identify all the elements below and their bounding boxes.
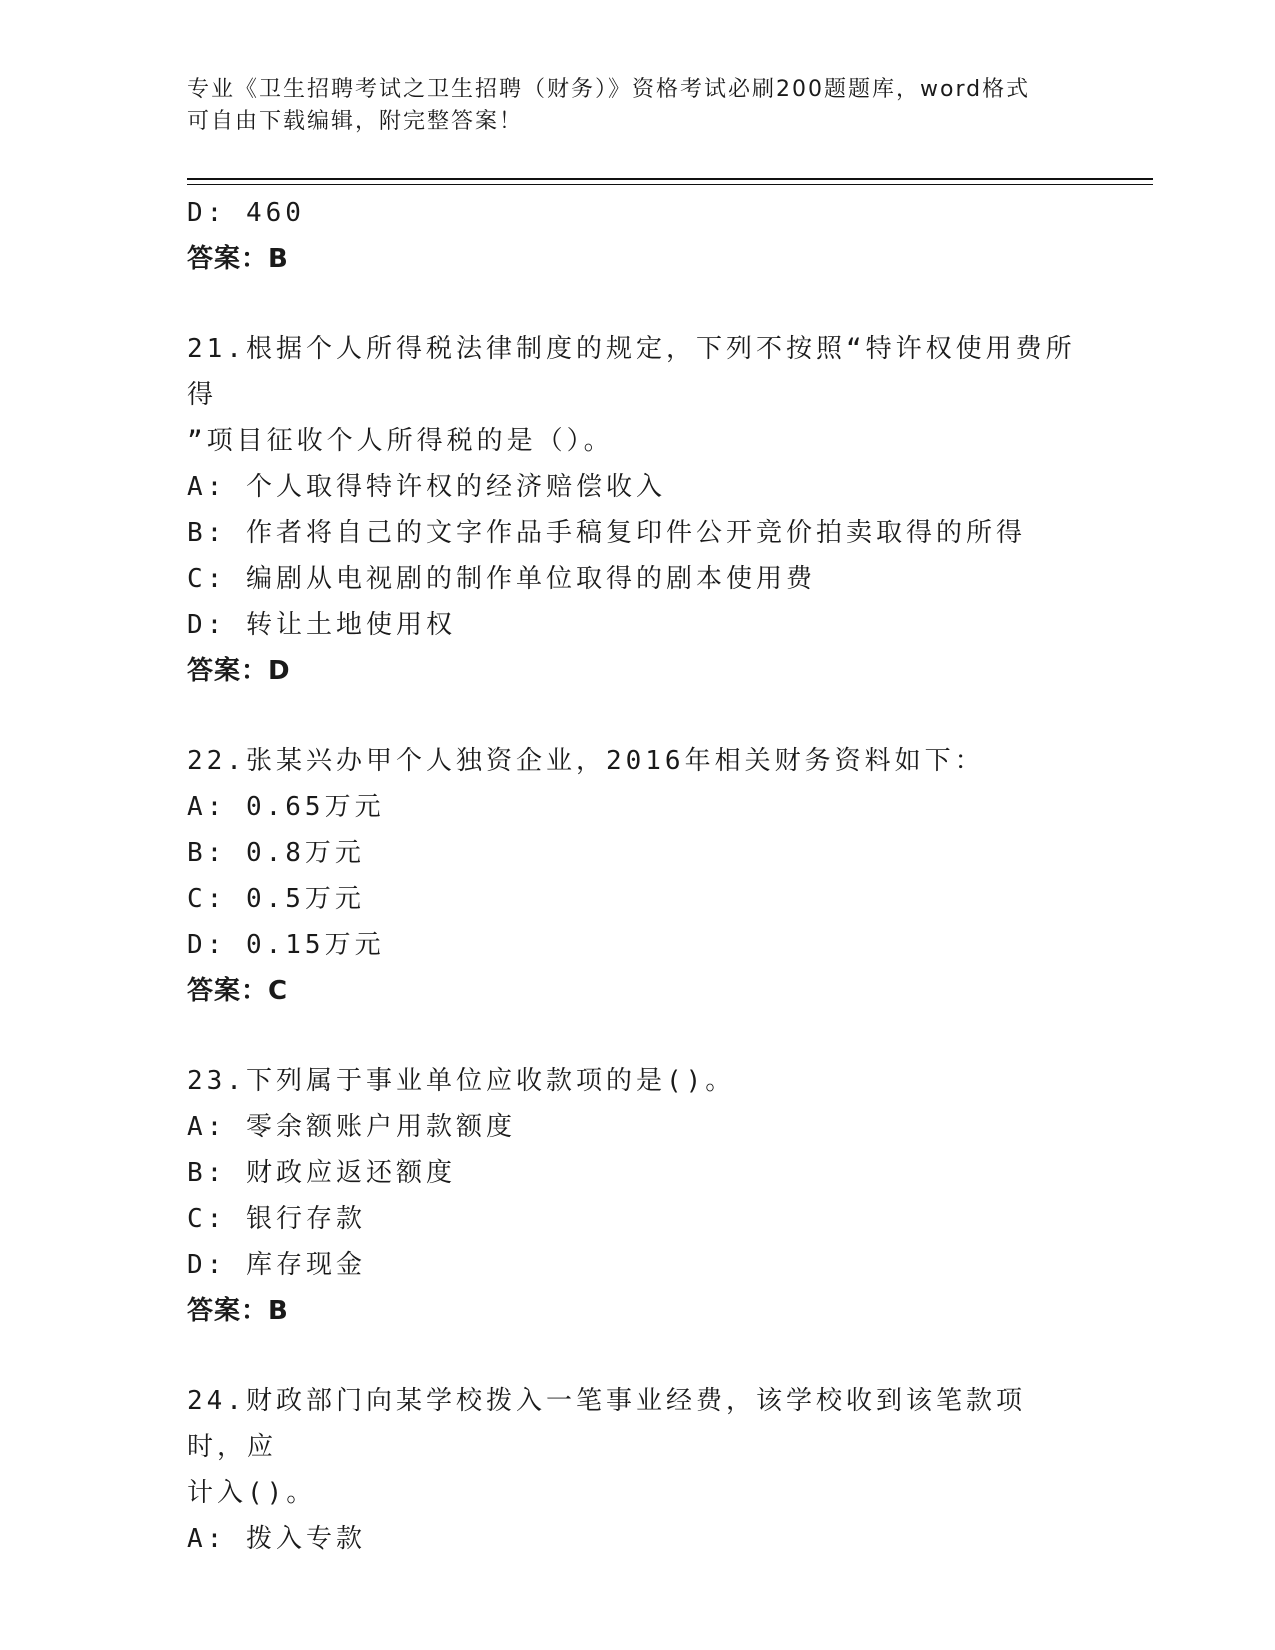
option-b: B: 财政应返还额度 xyxy=(187,1158,456,1188)
question-title-line-1: 24.财政部门向某学校拨入一笔事业经费，该学校收到该笔款项时，应 xyxy=(187,1386,1026,1462)
option-c: C: 编剧从电视剧的制作单位取得的剧本使用费 xyxy=(187,564,816,594)
option-c: C: 银行存款 xyxy=(187,1204,366,1234)
answer-line: 答案：B xyxy=(187,244,289,274)
header-line-1: 专业《卫生招聘考试之卫生招聘（财务）》资格考试必刷200题题库，word格式 xyxy=(187,77,1031,102)
option-d: D: 0.15万元 xyxy=(187,930,385,960)
option-d: D: 转让土地使用权 xyxy=(187,610,456,640)
question-title xyxy=(187,738,1077,784)
answer-line: 答案：D xyxy=(187,656,291,686)
question-title-line-2: ”项目征收个人所得税的是（）。 xyxy=(187,426,614,456)
header-line-2: 可自由下载编辑，附完整答案！ xyxy=(187,109,524,134)
carryover-question xyxy=(187,190,1087,282)
question-title xyxy=(187,1378,1077,1516)
option-a: A: 个人取得特许权的经济赔偿收入 xyxy=(187,472,666,502)
document-body xyxy=(187,190,1087,1562)
question-23 xyxy=(187,1058,1087,1334)
answer-line: 答案：C xyxy=(187,976,289,1006)
option-c: C: 0.5万元 xyxy=(187,884,365,914)
question-24 xyxy=(187,1378,1087,1562)
question-title-line-1: 22.张某兴办甲个人独资企业，2016年相关财务资料如下： xyxy=(187,746,985,776)
header-rule-thin xyxy=(187,184,1153,185)
answer-line: 答案：B xyxy=(187,1296,289,1326)
option-a: A: 零余额账户用款额度 xyxy=(187,1112,516,1142)
page-header xyxy=(187,74,1067,138)
question-title xyxy=(187,326,1077,464)
question-22 xyxy=(187,738,1087,1014)
option-a: A: 拨入专款 xyxy=(187,1524,366,1554)
question-title xyxy=(187,1058,1077,1104)
option-b: B: 0.8万元 xyxy=(187,838,365,868)
option-b: B: 作者将自己的文字作品手稿复印件公开竞价拍卖取得的所得 xyxy=(187,518,1026,548)
option-d: D: 库存现金 xyxy=(187,1250,366,1280)
question-21 xyxy=(187,326,1087,694)
question-title-line-1: 23.下列属于事业单位应收款项的是()。 xyxy=(187,1066,736,1096)
header-rule-thick xyxy=(187,178,1153,180)
option-a: A: 0.65万元 xyxy=(187,792,385,822)
option-d: D: 460 xyxy=(187,198,305,228)
question-title-line-1: 21.根据个人所得税法律制度的规定，下列不按照“特许权使用费所得 xyxy=(187,334,1076,410)
question-title-line-2: 计入()。 xyxy=(187,1478,317,1508)
